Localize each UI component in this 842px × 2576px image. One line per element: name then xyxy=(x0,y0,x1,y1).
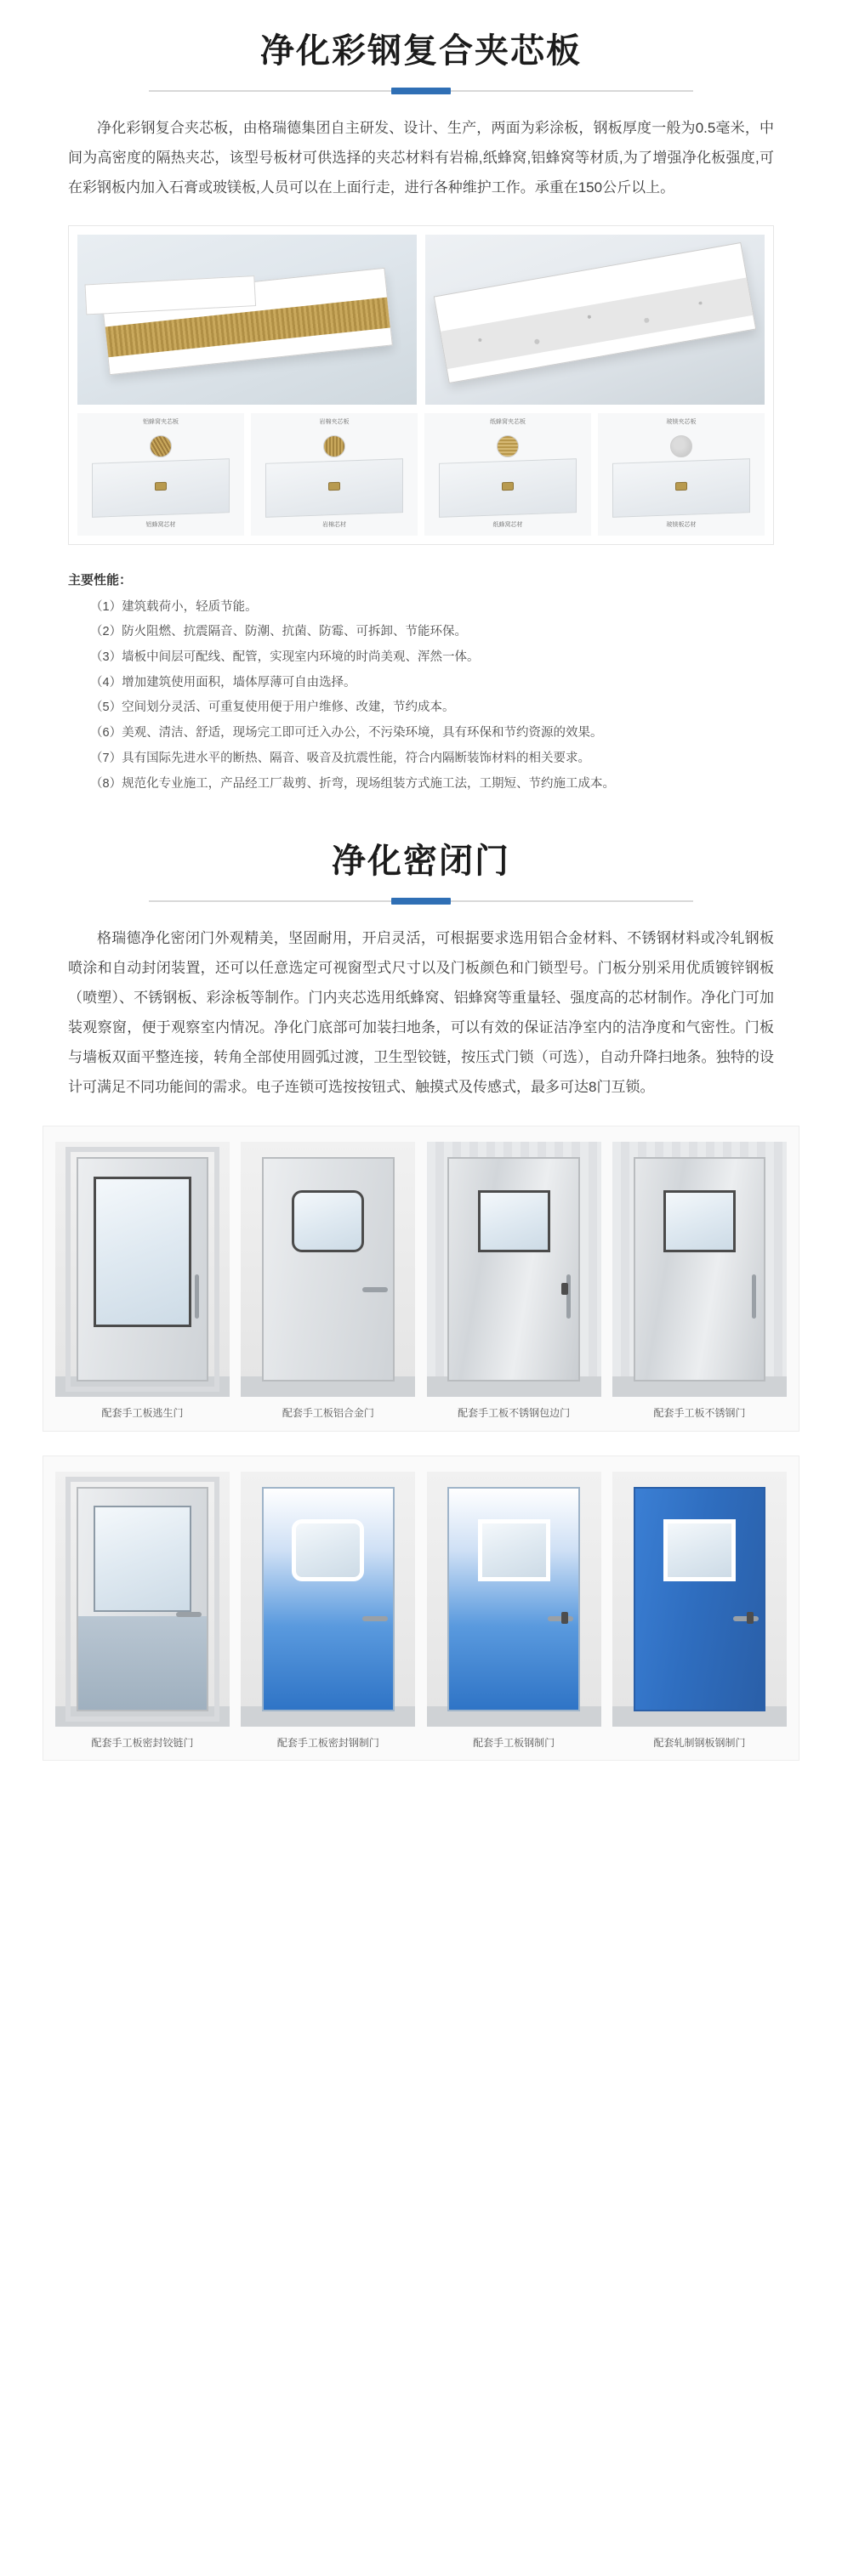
core-sample-top-caption: 铝蜂窝夹芯板 xyxy=(143,418,179,425)
door-cell-escape xyxy=(55,1142,230,1421)
panel-intro-paragraph: 净化彩钢复合夹芯板，由格瑞德集团自主研发、设计、生产，两面为彩涂板，钢板厚度一般为0.5毫米，中间为高密度的隔热夹芯，该型号板材可供选择的夹芯材料有岩棉,纸蜂窝,铝蜂窝等材质,为了增强净化板强度,可在彩钢板内加入石膏或玻镁板,人员可以在上面行走，进行各种维护工作。承重在150公斤以上。 xyxy=(68,120,774,196)
panel-thumbnail xyxy=(92,458,230,518)
panel-insert-knob xyxy=(502,481,514,490)
door-intro-paragraph: 格瑞德净化密闭门外观精美，坚固耐用，开启灵活，可根据要求选用铝合金材料、不锈钢材料或冷轧钢板喷涂和自动封闭装置，还可以任意选定可视窗型式尺寸以及门板颜色和门锁型号。门板分别采用优质镀锌钢板（喷塑）、不锈钢板、彩涂板等制作。门内夹芯选用纸蜂窝、铝蜂窝等重量轻、强度高的芯材制作。净化门可加装观察窗，便于观察室内情况。净化门底部可加装扫地条，可以有效的保证洁净室内的洁净度和气密性。门板与墙板双面平整连接，转角全部使用圆弧过渡，卫生型铰链，按压式门锁（可选），自动升降扫地条。独特的设计可满足不同功能间的需求。电子连锁可选按按钮式、触摸式及传感式，最多可达8门互锁。 xyxy=(68,930,774,1095)
door-handle xyxy=(566,1274,571,1319)
rockwool-board-illustration xyxy=(101,267,393,375)
panel-photo-row-top xyxy=(77,235,765,405)
features-list xyxy=(68,595,774,797)
core-sample-bottom-caption: 玻镁板芯材 xyxy=(666,521,697,528)
panel-insert-knob xyxy=(675,481,687,490)
gallery-row xyxy=(55,1142,787,1421)
eps-board-illustration xyxy=(434,241,757,383)
core-sample-top-caption: 玻镁夹芯板 xyxy=(666,418,697,425)
vision-window xyxy=(94,1506,191,1612)
core-sample-bottom-caption: 岩棉芯材 xyxy=(322,521,346,528)
section-title-door: 净化密闭门 xyxy=(332,843,510,881)
door-caption: 配套手工板逃生门 xyxy=(101,1407,184,1420)
panel-core-sample-row xyxy=(77,413,765,536)
list-item: （1）建筑载荷小，轻质节能。 xyxy=(90,599,258,614)
features-label: 主要性能： xyxy=(68,572,133,587)
list-item: （3）墙板中间层可配线、配管，实现室内环境的时尚美观、浑然一体。 xyxy=(90,650,480,664)
door-cell-sealed-steel xyxy=(241,1472,415,1751)
door-caption: 配套手工板不锈钢包边门 xyxy=(458,1407,571,1420)
door-photo xyxy=(55,1142,230,1397)
door-cell-sealed-hinge xyxy=(55,1472,230,1751)
door-lock xyxy=(561,1612,568,1624)
title-divider xyxy=(149,90,693,92)
door-leaf xyxy=(447,1157,580,1382)
door-photo xyxy=(427,1142,601,1397)
rockwool-swatch-icon xyxy=(323,435,345,457)
list-item: （8）规范化专业施工，产品经工厂裁剪、折弯，现场组装方式施工法，工期短、节约施工成本。 xyxy=(90,776,616,791)
door-photo xyxy=(612,1142,787,1397)
door-lock xyxy=(561,1283,568,1295)
door-handle xyxy=(548,1616,573,1621)
door-leaf xyxy=(262,1157,395,1382)
door-handle xyxy=(362,1616,388,1621)
title-divider xyxy=(149,900,693,902)
door-handle xyxy=(752,1274,756,1319)
core-sample-card xyxy=(598,413,765,536)
gallery-row xyxy=(55,1472,787,1751)
panel-photo-group xyxy=(68,225,774,545)
core-sample-top-caption: 岩棉夹芯板 xyxy=(319,418,350,425)
features-block xyxy=(68,570,774,797)
door-cell-stainless-edge xyxy=(427,1142,601,1421)
door-lock xyxy=(747,1612,754,1624)
door-gallery-row-2 xyxy=(43,1455,799,1761)
kick-plate xyxy=(78,1616,208,1709)
rockwool-sandwich-panel-photo xyxy=(77,235,417,405)
door-handle xyxy=(176,1612,202,1617)
panel-thumbnail xyxy=(265,458,403,518)
door-leaf xyxy=(447,1487,580,1711)
core-sample-card xyxy=(77,413,244,536)
panel-thumbnail xyxy=(439,458,577,518)
door-leaf xyxy=(634,1487,766,1711)
door-cell-aluminium xyxy=(241,1142,415,1421)
door-leaf xyxy=(262,1487,395,1711)
door-caption: 配套手工板铝合金门 xyxy=(282,1407,374,1420)
mgo-board-swatch-icon xyxy=(670,435,692,457)
core-sample-bottom-caption: 纸蜂窝芯材 xyxy=(492,521,523,528)
list-item: （7）具有国际先进水平的断热、隔音、吸音及抗震性能，符合内隔断装饰材料的相关要求。 xyxy=(90,751,591,765)
core-sample-card xyxy=(424,413,591,536)
vision-window xyxy=(478,1190,550,1252)
door-cell-stainless xyxy=(612,1142,787,1421)
vision-window xyxy=(292,1190,364,1252)
door-handle xyxy=(195,1274,199,1319)
bottom-spacer xyxy=(0,1761,842,1781)
door-leaf xyxy=(634,1157,766,1382)
door-photo xyxy=(427,1472,601,1727)
vision-window xyxy=(478,1519,550,1581)
door-caption: 配套手工板密封钢制门 xyxy=(276,1736,379,1749)
aluminium-honeycomb-swatch-icon xyxy=(150,435,172,457)
door-leaf xyxy=(77,1157,209,1382)
section-header-panel xyxy=(0,0,842,92)
door-photo xyxy=(241,1472,415,1727)
eps-sandwich-panel-photo xyxy=(425,235,765,405)
panel-insert-knob xyxy=(328,481,340,490)
paper-honeycomb-swatch-icon xyxy=(497,435,519,457)
door-cell-steel xyxy=(427,1472,601,1751)
door-cell-rolled-steel xyxy=(612,1472,787,1751)
list-item: （6）美观、清洁、舒适，现场完工即可迁入办公，不污染环境，具有环保和节约资源的效果。 xyxy=(90,726,603,740)
page-title: 净化彩钢复合夹芯板 xyxy=(260,32,582,70)
vision-window xyxy=(94,1177,191,1327)
door-gallery-row-1 xyxy=(43,1126,799,1431)
section-header-door xyxy=(0,797,842,902)
vision-window xyxy=(292,1519,364,1581)
panel-insert-knob xyxy=(155,481,167,490)
panel-thumbnail xyxy=(612,458,750,518)
door-caption: 配套手工板密封铰链门 xyxy=(91,1736,194,1749)
door-photo xyxy=(55,1472,230,1727)
board-top-skin xyxy=(84,275,256,315)
list-item: （5）空间划分灵活、可重复使用便于用户维修、改建，节约成本。 xyxy=(90,701,455,715)
door-handle xyxy=(362,1287,388,1292)
door-caption: 配套轧制钢板钢制门 xyxy=(653,1736,746,1749)
door-caption: 配套手工板不锈钢门 xyxy=(653,1407,746,1420)
door-photo xyxy=(612,1472,787,1727)
list-item: （4）增加建筑使用面积，墙体厚薄可自由选择。 xyxy=(90,675,356,689)
eps-core xyxy=(441,277,753,369)
vision-window xyxy=(663,1190,736,1252)
door-photo xyxy=(241,1142,415,1397)
list-item: （2）防火阻燃、抗震隔音、防潮、抗菌、防霉、可拆卸、节能环保。 xyxy=(90,625,468,639)
core-sample-bottom-caption: 铝蜂窝芯材 xyxy=(145,521,176,528)
door-caption: 配套手工板钢制门 xyxy=(473,1736,555,1749)
door-leaf xyxy=(77,1487,209,1711)
core-sample-card xyxy=(251,413,418,536)
core-sample-top-caption: 纸蜂窝夹芯板 xyxy=(490,418,526,425)
vision-window xyxy=(663,1519,736,1581)
